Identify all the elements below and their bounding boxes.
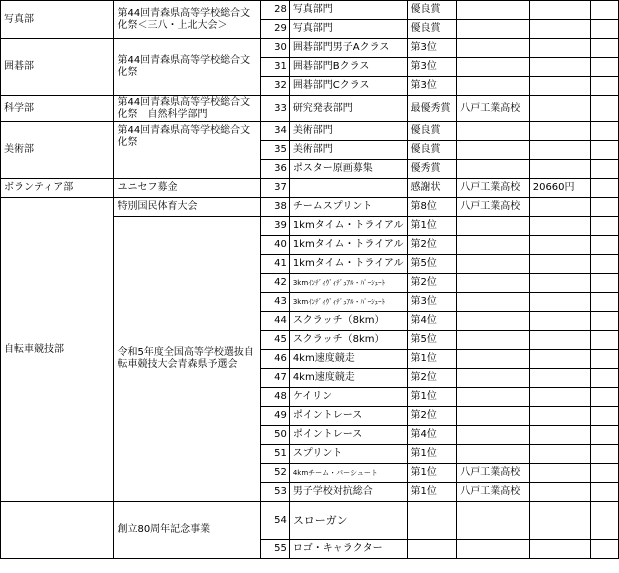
school-cell	[457, 236, 529, 255]
note-cell	[529, 426, 590, 445]
award-cell: 優良賞	[407, 122, 457, 141]
note-cell	[529, 483, 590, 502]
number-cell: 34	[261, 122, 290, 141]
category-cell: 1kmタイム・トライアル	[289, 236, 407, 255]
table-row	[1, 198, 619, 217]
school-cell	[457, 426, 529, 445]
school-cell: 八戸工業高校	[457, 179, 529, 198]
note-cell	[529, 445, 590, 464]
category-cell: スプリント	[289, 445, 407, 464]
number-cell: 52	[261, 464, 290, 483]
extra-cell	[590, 198, 618, 217]
award-cell: 第2位	[407, 407, 457, 426]
category-cell: 4km速度競走	[289, 369, 407, 388]
award-cell: 優良賞	[407, 141, 457, 160]
category-cell: 写真部門	[289, 20, 407, 39]
school-cell	[457, 58, 529, 77]
extra-cell	[590, 350, 618, 369]
number-cell: 31	[261, 58, 290, 77]
note-cell	[529, 274, 590, 293]
category-cell: 3kmｲﾝﾃﾞｨｳﾞｨﾃﾞｭｱﾙ・ﾊﾟｰｼｭｰﾄ	[289, 293, 407, 312]
extra-cell	[590, 39, 618, 58]
number-cell: 40	[261, 236, 290, 255]
note-cell	[529, 464, 590, 483]
number-cell: 38	[261, 198, 290, 217]
award-cell	[407, 540, 457, 559]
note-cell	[529, 141, 590, 160]
note-cell	[529, 350, 590, 369]
number-cell: 46	[261, 350, 290, 369]
event-cell: 創立80周年記念事業	[114, 502, 261, 559]
award-cell: 優良賞	[407, 1, 457, 20]
extra-cell	[590, 217, 618, 236]
award-cell: 優秀賞	[407, 160, 457, 179]
school-cell	[457, 407, 529, 426]
number-cell: 36	[261, 160, 290, 179]
club-cell: 科学部	[1, 96, 114, 122]
number-cell: 30	[261, 39, 290, 58]
note-cell	[529, 369, 590, 388]
note-cell	[529, 39, 590, 58]
award-cell: 第3位	[407, 58, 457, 77]
category-cell: 4km速度競走	[289, 350, 407, 369]
number-cell: 44	[261, 312, 290, 331]
school-cell	[457, 540, 529, 559]
school-cell	[457, 160, 529, 179]
award-cell: 感謝状	[407, 179, 457, 198]
note-cell	[529, 331, 590, 350]
extra-cell	[590, 255, 618, 274]
extra-cell	[590, 1, 618, 20]
note-cell	[529, 20, 590, 39]
extra-cell	[590, 426, 618, 445]
event-cell: 特別国民体育大会	[114, 198, 261, 217]
note-cell	[529, 77, 590, 96]
number-cell: 49	[261, 407, 290, 426]
school-cell: 八戸工業高校	[457, 96, 529, 122]
school-cell	[457, 502, 529, 540]
category-cell: スクラッチ（8km）	[289, 331, 407, 350]
award-cell: 第2位	[407, 369, 457, 388]
award-cell: 第3位	[407, 293, 457, 312]
school-cell	[457, 77, 529, 96]
number-cell: 53	[261, 483, 290, 502]
extra-cell	[590, 312, 618, 331]
school-cell	[457, 141, 529, 160]
table-row	[1, 179, 619, 198]
category-cell: 男子学校対抗総合	[289, 483, 407, 502]
category-cell: 囲碁部門Cクラス	[289, 77, 407, 96]
extra-cell	[590, 369, 618, 388]
category-cell: スクラッチ（8km）	[289, 312, 407, 331]
award-cell: 第3位	[407, 39, 457, 58]
award-cell: 第1位	[407, 464, 457, 483]
number-cell: 45	[261, 331, 290, 350]
category-cell: 3kmｲﾝﾃﾞｨｳﾞｨﾃﾞｭｱﾙ・ﾊﾟｰｼｭｰﾄ	[289, 274, 407, 293]
school-cell: 八戸工業高校	[457, 464, 529, 483]
number-cell: 54	[261, 502, 290, 540]
category-cell: ポイントレース	[289, 426, 407, 445]
extra-cell	[590, 160, 618, 179]
club-cell: 自転車競技部	[1, 198, 114, 502]
school-cell: 八戸工業高校	[457, 483, 529, 502]
number-cell: 35	[261, 141, 290, 160]
school-cell	[457, 331, 529, 350]
award-cell: 第5位	[407, 331, 457, 350]
number-cell: 29	[261, 20, 290, 39]
event-cell: 第44回青森県高等学校総合文化祭＜三八・上北大会＞	[114, 1, 261, 39]
extra-cell	[590, 77, 618, 96]
extra-cell	[590, 141, 618, 160]
note-cell	[529, 122, 590, 141]
category-cell: ケイリン	[289, 388, 407, 407]
note-cell	[529, 96, 590, 122]
category-cell: 美術部門	[289, 141, 407, 160]
category-cell: ロゴ・キャラクター	[289, 540, 407, 559]
number-cell: 28	[261, 1, 290, 20]
award-cell: 第2位	[407, 274, 457, 293]
category-cell: 研究発表部門	[289, 96, 407, 122]
extra-cell	[590, 293, 618, 312]
number-cell: 33	[261, 96, 290, 122]
category-cell: 囲碁部門Bクラス	[289, 58, 407, 77]
extra-cell	[590, 540, 618, 559]
extra-cell	[590, 464, 618, 483]
club-cell: 美術部	[1, 122, 114, 179]
number-cell: 39	[261, 217, 290, 236]
school-cell	[457, 255, 529, 274]
school-cell	[457, 39, 529, 58]
note-cell	[529, 58, 590, 77]
event-cell: 第44回青森県高等学校総合文化祭	[114, 122, 261, 179]
table-row	[1, 122, 619, 141]
event-cell: 第44回青森県高等学校総合文化祭 自然科学部門	[114, 96, 261, 122]
note-cell	[529, 502, 590, 540]
number-cell: 47	[261, 369, 290, 388]
extra-cell	[590, 388, 618, 407]
award-cell: 第4位	[407, 426, 457, 445]
school-cell	[457, 217, 529, 236]
extra-cell	[590, 331, 618, 350]
note-cell	[529, 1, 590, 20]
note-cell	[529, 160, 590, 179]
number-cell: 55	[261, 540, 290, 559]
award-cell: 第8位	[407, 198, 457, 217]
category-cell: 囲碁部門男子Aクラス	[289, 39, 407, 58]
extra-cell	[590, 20, 618, 39]
school-cell: 八戸工業高校	[457, 198, 529, 217]
category-cell: 1kmタイム・トライアル	[289, 217, 407, 236]
school-cell	[457, 274, 529, 293]
award-cell: 第2位	[407, 236, 457, 255]
category-cell: チームスプリント	[289, 198, 407, 217]
category-cell: 写真部門	[289, 1, 407, 20]
extra-cell	[590, 179, 618, 198]
note-cell: 20660円	[529, 179, 590, 198]
school-cell	[457, 20, 529, 39]
club-cell: 写真部	[1, 1, 114, 39]
award-cell: 第3位	[407, 77, 457, 96]
school-cell	[457, 445, 529, 464]
table-row	[1, 1, 619, 20]
school-cell	[457, 122, 529, 141]
number-cell: 42	[261, 274, 290, 293]
note-cell	[529, 540, 590, 559]
note-cell	[529, 293, 590, 312]
extra-cell	[590, 236, 618, 255]
table-row	[1, 502, 619, 540]
event-cell: 第44回青森県高等学校総合文化祭	[114, 39, 261, 96]
category-cell: 美術部門	[289, 122, 407, 141]
category-cell: スローガン	[289, 502, 407, 540]
extra-cell	[590, 58, 618, 77]
school-cell	[457, 312, 529, 331]
award-cell: 第1位	[407, 217, 457, 236]
school-cell	[457, 350, 529, 369]
note-cell	[529, 255, 590, 274]
number-cell: 43	[261, 293, 290, 312]
category-cell: 1kmタイム・トライアル	[289, 255, 407, 274]
number-cell: 32	[261, 77, 290, 96]
extra-cell	[590, 483, 618, 502]
award-cell: 最優秀賞	[407, 96, 457, 122]
category-cell	[289, 179, 407, 198]
club-cell	[1, 502, 114, 559]
note-cell	[529, 217, 590, 236]
category-cell: ポスター原画募集	[289, 160, 407, 179]
award-cell	[407, 502, 457, 540]
school-cell	[457, 388, 529, 407]
extra-cell	[590, 502, 618, 540]
note-cell	[529, 312, 590, 331]
table-row	[1, 96, 619, 122]
extra-cell	[590, 96, 618, 122]
school-cell	[457, 293, 529, 312]
school-cell	[457, 369, 529, 388]
award-cell: 第5位	[407, 255, 457, 274]
note-cell	[529, 198, 590, 217]
number-cell: 37	[261, 179, 290, 198]
extra-cell	[590, 445, 618, 464]
category-cell: ポイントレース	[289, 407, 407, 426]
number-cell: 48	[261, 388, 290, 407]
event-cell: 令和5年度全国高等学校選抜自転車競技大会青森県予選会	[114, 217, 261, 502]
number-cell: 41	[261, 255, 290, 274]
award-cell: 第4位	[407, 312, 457, 331]
award-cell: 第1位	[407, 445, 457, 464]
extra-cell	[590, 122, 618, 141]
note-cell	[529, 388, 590, 407]
table-row	[1, 39, 619, 58]
note-cell	[529, 407, 590, 426]
category-cell: 4kmチーム・パーシュート	[289, 464, 407, 483]
award-cell: 第1位	[407, 350, 457, 369]
extra-cell	[590, 407, 618, 426]
club-cell: 囲碁部	[1, 39, 114, 96]
award-cell: 第1位	[407, 388, 457, 407]
school-cell	[457, 1, 529, 20]
extra-cell	[590, 274, 618, 293]
number-cell: 50	[261, 426, 290, 445]
number-cell: 51	[261, 445, 290, 464]
club-cell: ボランティア部	[1, 179, 114, 198]
event-cell: ユニセフ募金	[114, 179, 261, 198]
award-cell: 第1位	[407, 483, 457, 502]
award-cell: 優良賞	[407, 20, 457, 39]
note-cell	[529, 236, 590, 255]
